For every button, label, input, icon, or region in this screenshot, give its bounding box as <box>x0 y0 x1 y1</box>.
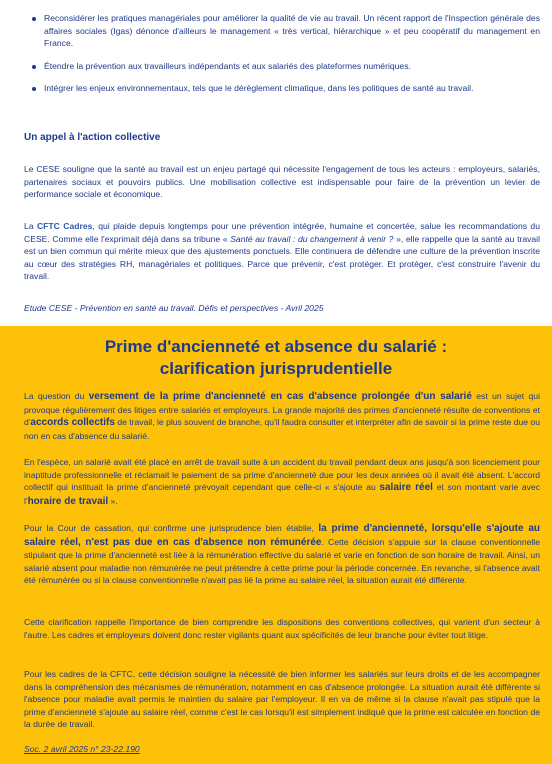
list-item: Intégrer les enjeux environnementaux, tels que le dérèglement climatique, dans les politiques de santé au travail. <box>24 82 540 95</box>
paragraph-facts: En l'espèce, un salarié avait été placé en arrêt de travail suite à un accident du travail pendant deux ans jusqu'à son licenciement pour inaptitude professionnelle et réclamait le paiement de sa prime d'ancienneté due pour les deux années où il avait été absent. L'accord collectif qui instituait la prime d'ancienneté prévoyait cependant que celle-ci « s'ajoute au salaire réel et son montant varie avec l'horaire de travail ». <box>24 457 541 507</box>
source-citation: Etude CESE - Prévention en santé au travail. Défis et perspectives - Avril 2025 <box>24 303 324 313</box>
paragraph-question: La question du versement de la prime d'ancienneté en cas d'absence prolongée d'un salarié est un sujet qui provoque régulièrement des litiges entre salariés et employeurs. La grande majorité des primes d'ancienneté résulte de conventions et d'accords collectifs de travail, le plus souvent de branche, qu'il faudra consulter et interpréter afin de savoir si la prime reste due ou non en cas d'absence du salarié. <box>24 391 540 441</box>
tribune-title: Santé au travail : du changement à venir ? <box>230 233 394 244</box>
paragraph-cese: Le CESE souligne que la santé au travail est un enjeu partagé qui nécessite l'engagement de tous les acteurs : employeurs, salariés, partenaires sociaux et pouvoirs publics. Une mobilisation collective est indispensable pour faire de la prévention un levier de performance sociale et économique. <box>24 164 540 199</box>
headline-line2: clarification jurisprudentielle <box>159 359 393 378</box>
paragraph-clarification: Cette clarification rappelle l'importance de bien comprendre les dispositions des conventions collectives, qui varient d'un secteur à l'autre. Les cadres et employeurs doivent donc rester vigilants quant aux spécificités de leur branche pour éviter tout litige. <box>24 617 540 640</box>
bullet-icon <box>32 17 36 21</box>
article-highlight-section <box>0 326 552 764</box>
bullet-icon <box>32 65 36 69</box>
case-reference-link[interactable]: Soc. 2 avril 2025 n° 23-22.190 <box>24 744 140 754</box>
recommendations-list <box>24 12 540 105</box>
list-item: Reconsidérer les pratiques managériales pour améliorer la qualité de vie au travail. Un récent rapport de l'Inspection générale des affaires sociales (Igas) dénonce d'ailleurs le management « très vertical, hiérarchique » et peu coopératif du management en France. <box>24 12 540 50</box>
list-item: Étendre la prévention aux travailleurs indépendants et aux salariés des plateformes numériques. <box>24 60 540 73</box>
bullet-icon <box>32 87 36 91</box>
paragraph-court-decision: Pour la Cour de cassation, qui confirme une jurisprudence bien établie, la prime d'ancienneté, lorsqu'elle s'ajoute au salaire réel, n'est pas due en cas d'absence non rémunérée. Cette décision s'appuie sur la clause conventionnelle stipulant que la prime d'ancienneté est liée à la rémunération effective du salarié et varie en fonction de son horaire de travail. Ainsi, un salarié absent pour maladie non rémunérée ne peut prétendre à cette prime pour la période concernée. En revanche, si l'absence avait été rémunérée ou si la clause conventionnelle n'avait pas lié la prime au salaire réel, la situation aurait été différente. <box>24 523 541 586</box>
section-heading: Un appel à l'action collective <box>24 132 161 143</box>
headline-line1: Prime d'ancienneté et absence du salarié : <box>104 337 448 356</box>
paragraph-cftc-view: Pour les cadres de la CFTC, cette décision souligne la nécessité de bien informer les salariés sur leurs droits et de les accompagner dans la compréhension des mécanismes de rémunération, notamment en cas d'absence prolongée. La situation aurait été différente si l'absence pour maladie avait permis le maintien du salaire par l'employeur. Il en va de même si la clause n'avait pas stipulé que la prime d'ancienneté s'ajoute au salaire réel, comme c'est le cas lorsqu'il est simplement indiqué que la prime est calculée en fonction de la durée de travail. <box>24 669 540 730</box>
article-top-section <box>0 0 552 326</box>
brand-name: CFTC Cadres <box>36 221 93 231</box>
paragraph-cftc: La CFTC Cadres, qui plaide depuis longtemps pour une prévention intégrée, humaine et concertée, salue les recommandations du CESE. Comme elle l'exprimait déjà dans sa tribune « Santé au travail : du changement à venir ? », elle rappelle que la santé au travail est un bien commun qui mérite mieux que des ajustements ponctuels. Elle continuera de défendre une culture de la prévention inscrite au cœur des stratégies RH, managériales et politiques. Parce que prévenir, c'est protéger. Et protéger, c'est construire l'avenir du travail. <box>24 221 540 281</box>
